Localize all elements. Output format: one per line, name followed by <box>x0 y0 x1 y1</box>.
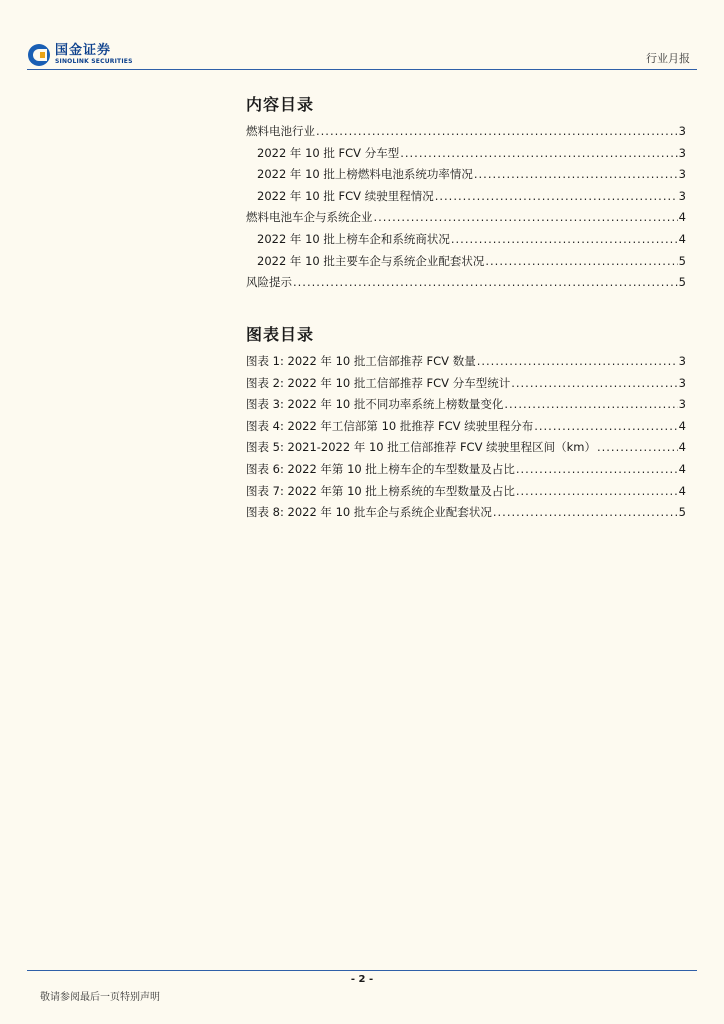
figure-entry-page: 3 <box>678 397 686 412</box>
figure-entry-label: 图表 8: 2022 年 10 批车企与系统企业配套状况 <box>246 505 492 520</box>
figure-entry-label: 图表 4: 2022 年工信部第 10 批推荐 FCV 续驶里程分布 <box>246 418 534 433</box>
figure-entry-label: 图表 3: 2022 年 10 批不同功率系统上榜数量变化 <box>246 397 504 412</box>
contents-entry-label: 2022 年 10 批 FCV 分车型 <box>257 145 400 160</box>
dot-leader <box>534 419 677 433</box>
dot-leader <box>400 146 677 160</box>
figure-entry-page: 3 <box>678 354 686 368</box>
dot-leader <box>316 124 678 138</box>
figures-list <box>246 353 686 526</box>
logo-name-en: SINOLINK SECURITIES <box>55 58 133 65</box>
figure-entry[interactable] <box>246 439 686 461</box>
company-logo <box>27 42 133 68</box>
contents-title: 内容目录 <box>246 95 315 114</box>
contents-entry[interactable] <box>246 253 686 275</box>
contents-entry-page: 3 <box>678 167 686 182</box>
figure-entry-page: 5 <box>678 505 686 520</box>
dot-leader <box>516 462 678 476</box>
contents-entry-page: 4 <box>678 210 686 225</box>
contents-entry-page: 3 <box>678 188 686 203</box>
dot-leader <box>474 167 678 181</box>
dot-leader <box>597 440 678 454</box>
figure-entry-label: 图表 7: 2022 年第 10 批上榜系统的车型数量及占比 <box>246 483 515 498</box>
page-header <box>0 0 724 72</box>
dot-leader <box>451 232 678 246</box>
figure-entry-page: 4 <box>678 461 686 476</box>
disclaimer-note: 敬请参阅最后一页特别声明 <box>40 992 160 1003</box>
contents-entry-label: 2022 年 10 批上榜车企和系统商状况 <box>257 231 450 246</box>
figure-entry-label: 图表 6: 2022 年第 10 批上榜车企的车型数量及占比 <box>246 461 515 476</box>
contents-entry-label: 2022 年 10 批 FCV 续驶里程情况 <box>257 188 434 203</box>
figure-entry-page: 4 <box>678 440 686 455</box>
contents-entry-page: 5 <box>678 275 686 290</box>
dot-leader <box>504 397 677 411</box>
dot-leader <box>477 354 678 368</box>
figure-entry-page: 4 <box>678 418 686 433</box>
figure-entry[interactable] <box>246 418 686 440</box>
header-divider <box>27 69 697 70</box>
figure-entry[interactable] <box>246 483 686 505</box>
dot-leader <box>374 210 678 224</box>
dot-leader <box>485 254 677 268</box>
figures-section <box>246 325 686 526</box>
contents-entry-page: 3 <box>678 145 686 160</box>
page-number: - 2 - <box>350 974 374 985</box>
report-type-label: 行业月报 <box>646 52 690 65</box>
figure-entry[interactable] <box>246 504 686 526</box>
figure-entry-page: 4 <box>678 483 686 498</box>
contents-entry-label: 燃料电池车企与系统企业 <box>246 210 373 225</box>
dot-leader <box>293 275 678 289</box>
sinolink-logo-icon <box>27 43 51 67</box>
dot-leader <box>511 376 677 390</box>
contents-entry[interactable] <box>246 231 686 253</box>
contents-entry[interactable] <box>246 123 686 145</box>
footer-divider <box>27 970 697 971</box>
figure-entry[interactable] <box>246 375 686 397</box>
contents-entry[interactable] <box>246 209 686 231</box>
contents-entry[interactable] <box>246 274 686 296</box>
contents-entry-label: 2022 年 10 批主要车企与系统企业配套状况 <box>257 253 485 268</box>
contents-entry-page: 3 <box>678 124 686 138</box>
figure-entry-label: 图表 5: 2021-2022 年 10 批工信部推荐 FCV 续驶里程区间（km） <box>246 440 596 455</box>
contents-entry[interactable] <box>246 188 686 210</box>
dot-leader <box>493 505 678 519</box>
contents-list <box>246 123 686 296</box>
dot-leader <box>516 484 678 498</box>
dot-leader <box>435 189 678 203</box>
contents-entry-label: 风险提示 <box>246 275 292 290</box>
contents-entry-label: 燃料电池行业 <box>246 124 315 138</box>
figure-entry[interactable] <box>246 396 686 418</box>
contents-entry[interactable] <box>246 145 686 167</box>
contents-entry-page: 5 <box>678 253 686 268</box>
figure-entry-label: 图表 1: 2022 年 10 批工信部推荐 FCV 数量 <box>246 354 476 368</box>
contents-entry-page: 4 <box>678 231 686 246</box>
figure-entry[interactable] <box>246 461 686 483</box>
figure-entry-label: 图表 2: 2022 年 10 批工信部推荐 FCV 分车型统计 <box>246 375 511 390</box>
contents-section <box>246 95 686 296</box>
figure-entry[interactable] <box>246 353 686 375</box>
logo-name-cn: 国金证券 <box>55 43 112 58</box>
contents-entry-label: 2022 年 10 批上榜燃料电池系统功率情况 <box>257 167 473 182</box>
figure-entry-page: 3 <box>678 375 686 390</box>
contents-entry[interactable] <box>246 166 686 188</box>
figures-title: 图表目录 <box>246 325 315 344</box>
